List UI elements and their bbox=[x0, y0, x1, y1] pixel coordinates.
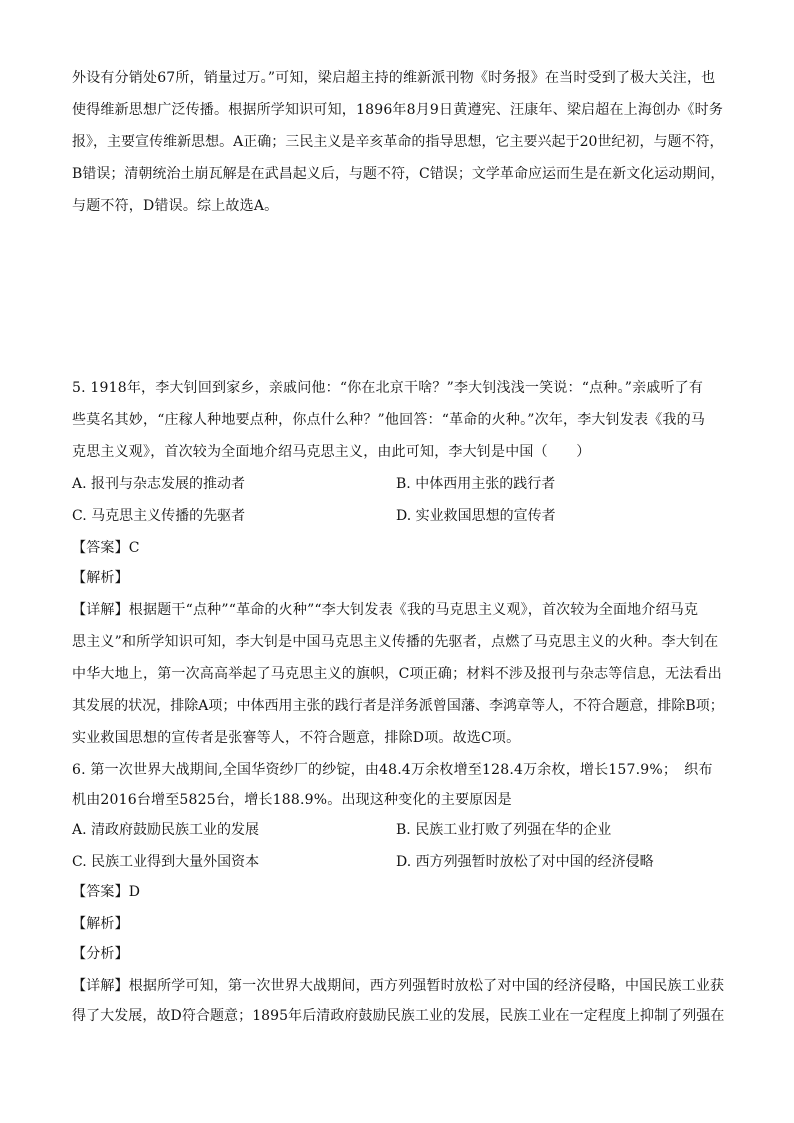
q5-analysis-label: 【解析】 bbox=[72, 570, 129, 586]
q6-fenxi-label: 【分析】 bbox=[72, 946, 129, 962]
prev-explanation-line: 外设有分销处67所，销量过万。”可知，梁启超主持的维新派刊物《时务报》在当时受到了极大关注，也 bbox=[72, 70, 716, 86]
q6-stem-line: 机由2016台增至5825台，增长188.9%。出现这种变化的主要原因是 bbox=[72, 792, 512, 808]
q6-answer: 【答案】D bbox=[72, 884, 141, 900]
q5-answer: 【答案】C bbox=[72, 540, 140, 556]
prev-explanation-line: 报》，主要宣传维新思想。A正确；三民主义是辛亥革命的指导思想，它主要兴起于20世纪初，与题不符， bbox=[72, 134, 724, 150]
q6-stem-line: 6. 第一次世界大战期间,全国华资纱厂的纱锭，由48.4万余枚增至128.4万余枚，增长157.9%； 织布 bbox=[72, 762, 713, 778]
q5-option-c: C. 马克思主义传播的先驱者 bbox=[72, 508, 246, 524]
prev-explanation-line: B错误；清朝统治土崩瓦解是在武昌起义后，与题不符，C错误；文学革命应运而生是在新文化运动期间， bbox=[72, 166, 725, 182]
q5-detail-line: 思主义”和所学知识可知，李大钊是中国马克思主义传播的先驱者，点燃了马克思主义的火种。李大钊在 bbox=[72, 634, 719, 650]
q5-detail-line: 其发展的状况，排除A项；中体西用主张的践行者是洋务派曾国藩、李鸿章等人，不符合题意，排除B项； bbox=[72, 698, 724, 714]
q5-option-b: B. 中体西用主张的践行者 bbox=[396, 476, 556, 492]
q5-detail-line: 实业救国思想的宣传者是张謇等人，不符合题意，排除D项。故选C项。 bbox=[72, 730, 521, 746]
q5-detail-line: 中华大地上，第一次高高举起了马克思主义的旗帜，C项正确；材料不涉及报刊与杂志等信息，无法看出 bbox=[72, 666, 722, 682]
prev-explanation-line: 与题不符，D错误。综上故选A。 bbox=[72, 198, 279, 214]
q6-option-a: A. 清政府鼓励民族工业的发展 bbox=[72, 822, 260, 838]
q5-option-d: D. 实业救国思想的宣传者 bbox=[396, 508, 556, 524]
q6-detail-line: 【详解】根据所学可知，第一次世界大战期间，西方列强暂时放松了对中国的经济侵略，中国民族工业获 bbox=[72, 978, 725, 994]
q5-detail-line: 【详解】根据题干“点种”“革命的火种”“李大钊发表《我的马克思主义观》，首次较为全面地介绍马克 bbox=[72, 602, 699, 618]
q5-stem-line: 克思主义观》，首次较为全面地介绍马克思主义，由此可知，李大钊是中国（ ） bbox=[72, 444, 591, 460]
prev-explanation-line: 使得维新思想广泛传播。根据所学知识可知，1896年8月9日黄遵宪、汪康年、梁启超在上海创办《时务 bbox=[72, 102, 724, 118]
q5-stem-line: 些莫名其妙，“庄稼人种地要点种，你点什么种？”他回答：“革命的火种。”次年，李大钊发表《我的马 bbox=[72, 412, 706, 428]
q5-option-a: A. 报刊与杂志发展的推动者 bbox=[72, 476, 246, 492]
q5-stem-line: 5. 1918年，李大钊回到家乡，亲戚问他：“你在北京干啥？”李大钊浅浅一笑说：“点种。”亲戚听了有 bbox=[72, 380, 704, 396]
q6-option-b: B. 民族工业打败了列强在华的企业 bbox=[396, 822, 612, 838]
q6-analysis-label: 【解析】 bbox=[72, 916, 129, 932]
q6-option-c: C. 民族工业得到大量外国资本 bbox=[72, 854, 260, 870]
q6-detail-line: 得了大发展，故D符合题意；1895年后清政府鼓励民族工业的发展，民族工业在一定程度上抑制了列强在 bbox=[72, 1008, 725, 1024]
q6-option-d: D. 西方列强暂时放松了对中国的经济侵略 bbox=[396, 854, 654, 870]
